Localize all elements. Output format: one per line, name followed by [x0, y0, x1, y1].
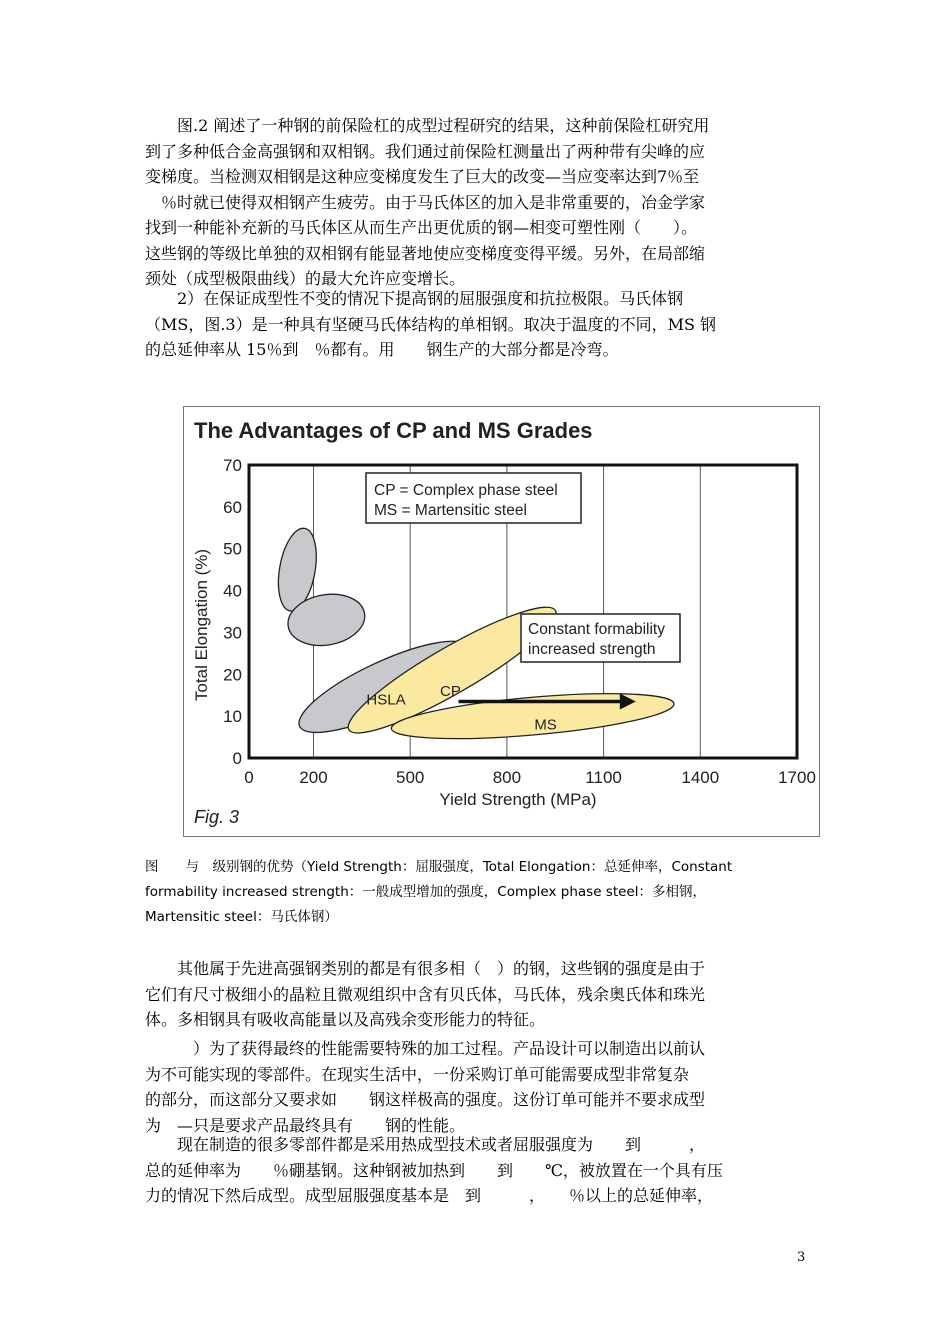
x-tick-label: 200 — [299, 768, 328, 787]
y-tick-label: 0 — [232, 749, 242, 768]
figure-3 — [183, 406, 820, 837]
x-tick-label: 1700 — [778, 768, 816, 787]
paragraph — [145, 113, 807, 292]
annotation-line: Constant formability — [528, 621, 665, 638]
figure-label: Fig. 3 — [194, 807, 240, 827]
chart-title: The Advantages of CP and MS Grades — [194, 418, 593, 443]
y-tick-label: 60 — [223, 497, 242, 517]
x-tick-label: 1400 — [681, 768, 720, 787]
legend-entry: MS = Martensitic steel — [374, 502, 527, 519]
text-line: 它们有尺寸极细小的晶粒且微观组织中含有贝氏体，马氏体，残余奥氏体和珠光 — [145, 984, 706, 1004]
x-tick-label: 800 — [492, 768, 522, 787]
text-line: ％时就已使得双相钢产生疲劳。由于马氏体区的加入是非常重要的，冶金学家 — [145, 192, 706, 212]
annotation-line: increased strength — [528, 641, 656, 658]
text-line: 颈处（成型极限曲线）的最大允许应变增长。 — [145, 269, 466, 288]
caption-line: 图 与 级别钢的优势（Yield Strength：屈服强度，Total Elongation：总延伸率，Constant — [145, 859, 733, 875]
caption-line: Martensitic steel：马氏体钢） — [145, 909, 338, 925]
text-line: 2）在保证成型性不变的情况下提高钢的屈服强度和抗拉极限。马氏体钢 — [145, 289, 684, 308]
y-tick-label: 50 — [223, 539, 242, 559]
x-tick-label: 500 — [395, 768, 425, 787]
text-line: 为 —只是要求产品最终具有 钢的性能。 — [145, 1115, 466, 1135]
region-label: MS — [534, 716, 557, 734]
x-tick-label: 1100 — [585, 768, 622, 787]
figure-caption — [145, 855, 815, 930]
y-tick-label: 30 — [223, 623, 242, 643]
text-line: （MS，图.3）是一种具有坚硬马氏体结构的单相钢。取决于温度的不同，MS 钢 — [145, 314, 717, 334]
text-line: 的总延伸率从 15％到 ％都有。用 钢生产的大部分都是冷弯。 — [145, 340, 619, 359]
plot-area — [223, 456, 816, 787]
paragraph — [145, 286, 807, 363]
text-line: 的部分，而这部分又要求如 钢这样极高的强度。这份订单可能并不要求成型 — [145, 1090, 706, 1109]
text-line: 现在制造的很多零部件都是采用热成型技术或者屈服强度为 到 ， — [145, 1135, 706, 1154]
y-tick-label: 20 — [223, 665, 242, 685]
text-line: 图.2 阐述了一种钢的前保险杠的成型过程研究的结果，这种前保险杠研究用 — [145, 116, 710, 135]
y-tick-label: 70 — [223, 456, 242, 475]
y-axis-label: Total Elongation (%) — [192, 548, 211, 702]
text-line: 体。多相钢具有吸收高能量以及高残余变形能力的特征。 — [145, 1010, 546, 1029]
text-line: 其他属于先进高强钢类别的都是有很多相（ ）的钢，这些钢的强度是由于 — [145, 959, 706, 978]
y-tick-label: 10 — [223, 707, 242, 727]
paragraph — [145, 1132, 807, 1209]
y-tick-label: 40 — [223, 581, 242, 601]
text-line: ）为了获得最终的性能需要特殊的加工过程。产品设计可以制造出以前认 — [145, 1039, 706, 1058]
x-tick-label: 0 — [244, 768, 254, 787]
text-line: 总的延伸率为 ％硼基钢。这种钢被加热到 到 ℃，被放置在一个具有压 — [145, 1160, 723, 1180]
text-line: 为不可能实现的零部件。在现实生活中，一份采购订单可能需要成型非常复杂 — [145, 1064, 690, 1084]
text-line: 找到一种能补充新的马氏体区从而生产出更优质的钢—相变可塑性刚（ ）。 — [145, 218, 698, 237]
paragraph — [145, 1036, 807, 1138]
region-label: HSLA — [366, 691, 406, 709]
text-line: 力的情况下然后成型。成型屈服强度基本是 到 ， ％以上的总延伸率， — [145, 1186, 714, 1205]
legend-entry: CP = Complex phase steel — [374, 482, 558, 499]
text-line: 到了多种低合金高强钢和双相钢。我们通过前保险杠测量出了两种带有尖峰的应 — [145, 141, 706, 161]
yield-elongation-chart — [184, 407, 819, 836]
text-line: 这些钢的等级比单独的双相钢有能显著地使应变梯度变得平缓。另外，在局部缩 — [145, 243, 706, 263]
text-line: 变梯度。当检测双相钢是这种应变梯度发生了巨大的改变—当应变率达到7％至 — [145, 167, 700, 186]
paragraph — [145, 956, 807, 1033]
page-number: 3 — [797, 1250, 806, 1265]
x-axis-label: Yield Strength (MPa) — [439, 790, 597, 809]
caption-line: formability increased strength：一般成型增加的强度，Complex phase steel：多相钢， — [145, 884, 706, 900]
region-label: CP — [440, 683, 461, 701]
